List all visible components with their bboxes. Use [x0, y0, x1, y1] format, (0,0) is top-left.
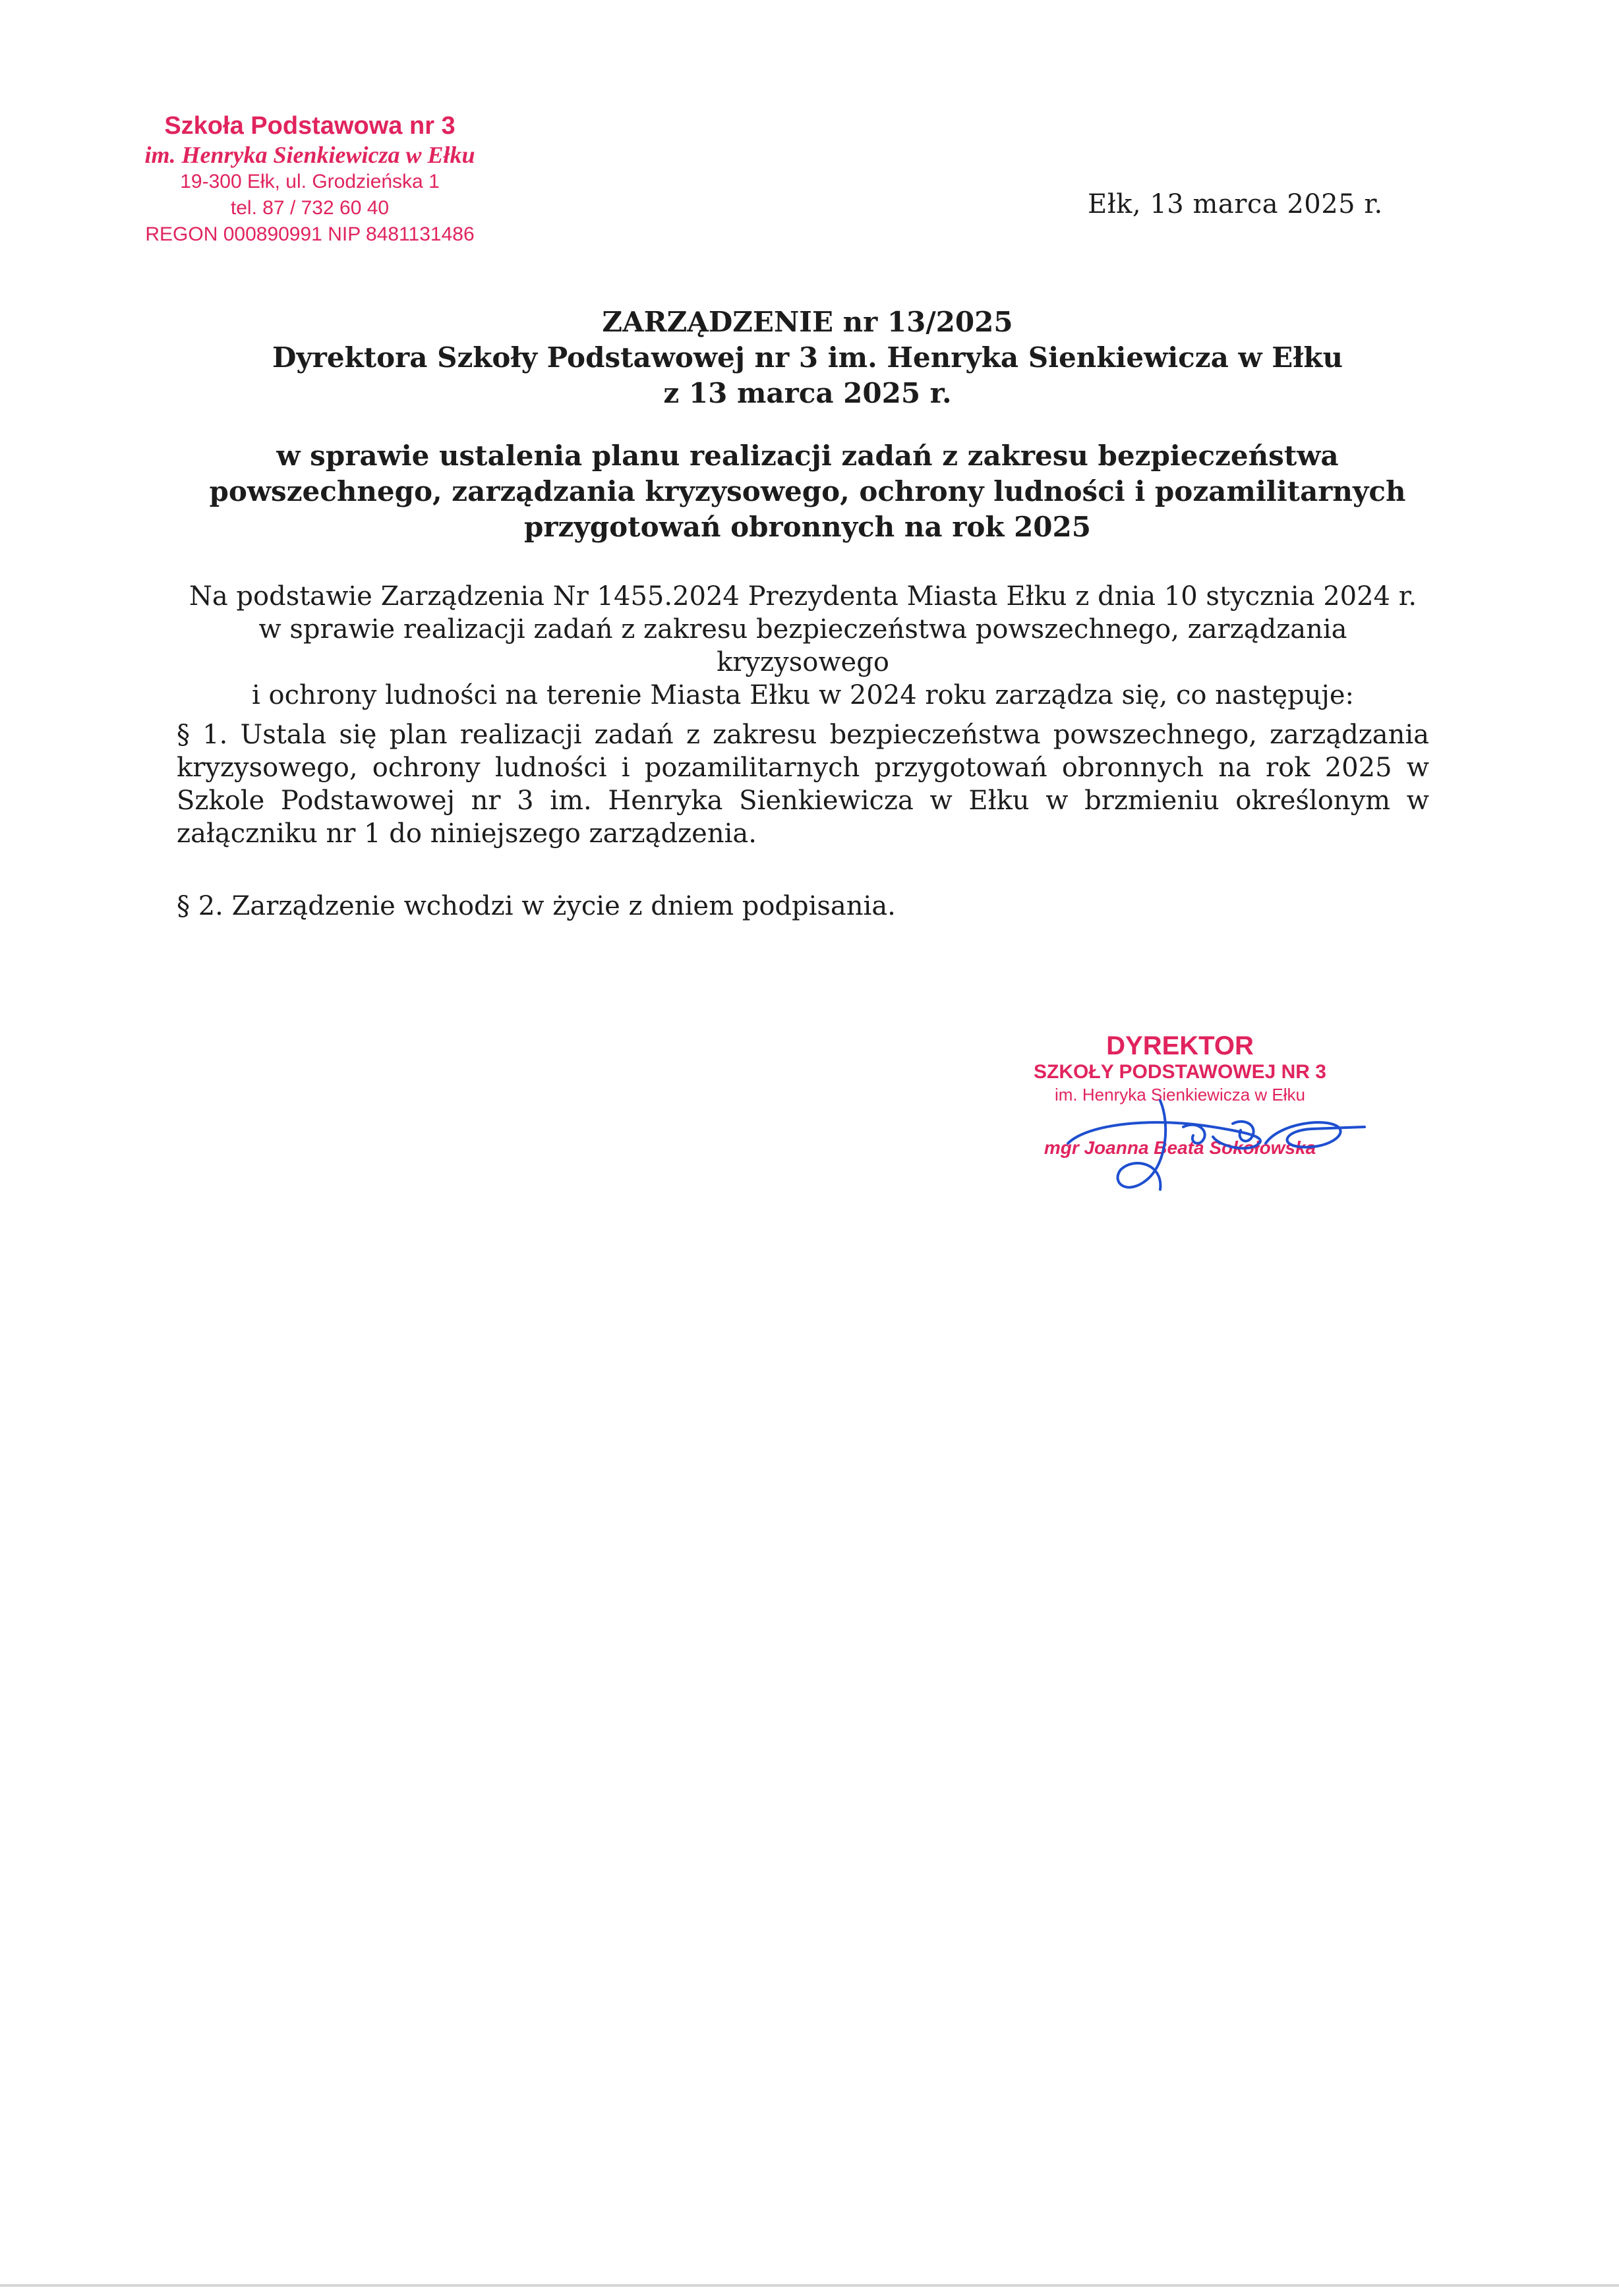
- subject-line-1: w sprawie ustalenia planu realizacji zadań z zakresu bezpieczeństwa: [276, 440, 1339, 472]
- title-line-3: z 13 marca 2025 r.: [663, 377, 952, 409]
- subject-line-3: przygotowań obronnych na rok 2025: [524, 511, 1091, 543]
- school-patron: im. Henryka Sienkiewicza w Ełku: [144, 142, 475, 168]
- basis-line-2: w sprawie realizacji zadań z zakresu bezpieczeństwa powszechnego, zarządzania kryzysowego: [258, 614, 1347, 677]
- page-bottom-edge: [0, 2284, 1619, 2287]
- basis-line-3: i ochrony ludności na terenie Miasta Ełku w 2024 roku zarządza się, co następuje:: [252, 680, 1354, 710]
- document-subject: [132, 438, 1483, 545]
- basis-line-1: Na podstawie Zarządzenia Nr 1455.2024 Prezydenta Miasta Ełku z dnia 10 stycznia 2024 r.: [189, 581, 1417, 612]
- director-patron: im. Henryka Sienkiewicza w Ełku: [1054, 1085, 1305, 1105]
- director-name: mgr Joanna Beata Sokołowska: [1044, 1137, 1316, 1158]
- title-line-2: Dyrektora Szkoły Podstawowej nr 3 im. Henryka Sienkiewicza w Ełku: [272, 341, 1343, 374]
- document-title: [132, 304, 1483, 411]
- school-name: Szkoła Podstawowa nr 3: [164, 112, 456, 140]
- director-title: DYREKTOR: [1106, 1031, 1254, 1060]
- director-school: SZKOŁY PODSTAWOWEJ NR 3: [1034, 1061, 1326, 1083]
- school-stamp: [112, 111, 508, 248]
- document-date: Ełk, 13 marca 2025 r.: [1088, 189, 1383, 219]
- school-phone: tel. 87 / 732 60 40: [230, 197, 390, 219]
- title-line-1: ZARZĄDZENIE nr 13/2025: [602, 306, 1013, 338]
- section-2: § 2. Zarządzenie wchodzi w życie z dniem podpisania.: [177, 891, 896, 921]
- school-ids: REGON 000890991 NIP 8481131486: [145, 223, 475, 245]
- legal-basis: [177, 580, 1429, 712]
- handwritten-signature: [1048, 1064, 1378, 1209]
- section-1: § 1. Ustala się plan realizacji zadań z zakresu bezpieczeństwa powszechnego, zarządzania kryzysowego, ochrony ludności i pozamilitarnych przygotowań obronnych na rok 2025 w Szkole Podstawowej nr 3 im. Henryka Sienkiewicza w Ełku w brzmieniu określonym w załączniku nr 1 do niniejszego zarządzenia.: [177, 720, 1429, 849]
- subject-line-2: powszechnego, zarządzania kryzysowego, ochrony ludności i pozamilitarnych: [209, 475, 1406, 507]
- school-address: 19-300 Ełk, ul. Grodzieńska 1: [180, 171, 440, 192]
